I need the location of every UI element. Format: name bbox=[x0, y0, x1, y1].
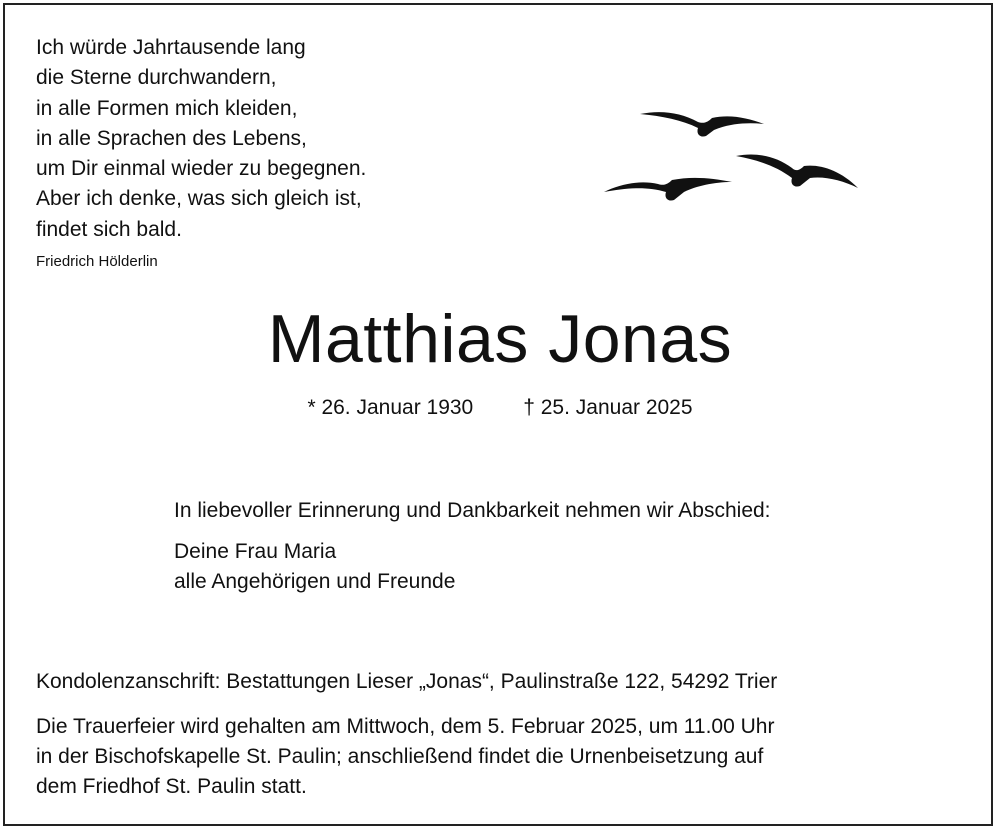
condolence-address: Kondolenzanschrift: Bestattungen Lieser „Jonas“, Paulinstraße 122, 54292 Trier bbox=[36, 670, 778, 693]
poem-line: findet sich bald. bbox=[36, 217, 182, 241]
life-dates bbox=[0, 396, 1000, 420]
poem-line: die Sterne durchwandern, bbox=[36, 66, 277, 90]
service-line: Die Trauerfeier wird gehalten am Mittwoch, dem 5. Februar 2025, um 11.00 Uhr bbox=[36, 715, 775, 738]
bird-icon bbox=[640, 112, 764, 136]
bird-icon bbox=[736, 155, 858, 189]
mourner: alle Angehörigen und Freunde bbox=[174, 570, 456, 593]
farewell-text: In liebevoller Erinnerung und Dankbarkeit nehmen wir Abschied: bbox=[174, 499, 771, 522]
service-details bbox=[36, 712, 971, 802]
poem-author: Friedrich Hölderlin bbox=[36, 253, 158, 270]
service-line: in der Bischofskapelle St. Paulin; anschließend findet die Urnenbeisetzung auf bbox=[36, 745, 764, 768]
poem bbox=[36, 33, 366, 245]
death-date: † 25. Januar 2025 bbox=[523, 396, 693, 419]
mourner: Deine Frau Maria bbox=[174, 540, 337, 563]
poem-line: um Dir einmal wieder zu begegnen. bbox=[36, 157, 367, 181]
poem-line: in alle Formen mich kleiden, bbox=[36, 96, 298, 120]
birth-date: * 26. Januar 1930 bbox=[307, 396, 474, 419]
poem-line: in alle Sprachen des Lebens, bbox=[36, 126, 307, 150]
mourners-list bbox=[174, 537, 455, 597]
bird-icon bbox=[604, 178, 732, 201]
service-line: dem Friedhof St. Paulin statt. bbox=[36, 775, 307, 798]
poem-line: Ich würde Jahrtausende lang bbox=[36, 36, 306, 59]
deceased-name: Matthias Jonas bbox=[267, 301, 733, 377]
poem-line: Aber ich denke, was sich gleich ist, bbox=[36, 187, 362, 211]
flying-birds-icon bbox=[600, 100, 870, 210]
